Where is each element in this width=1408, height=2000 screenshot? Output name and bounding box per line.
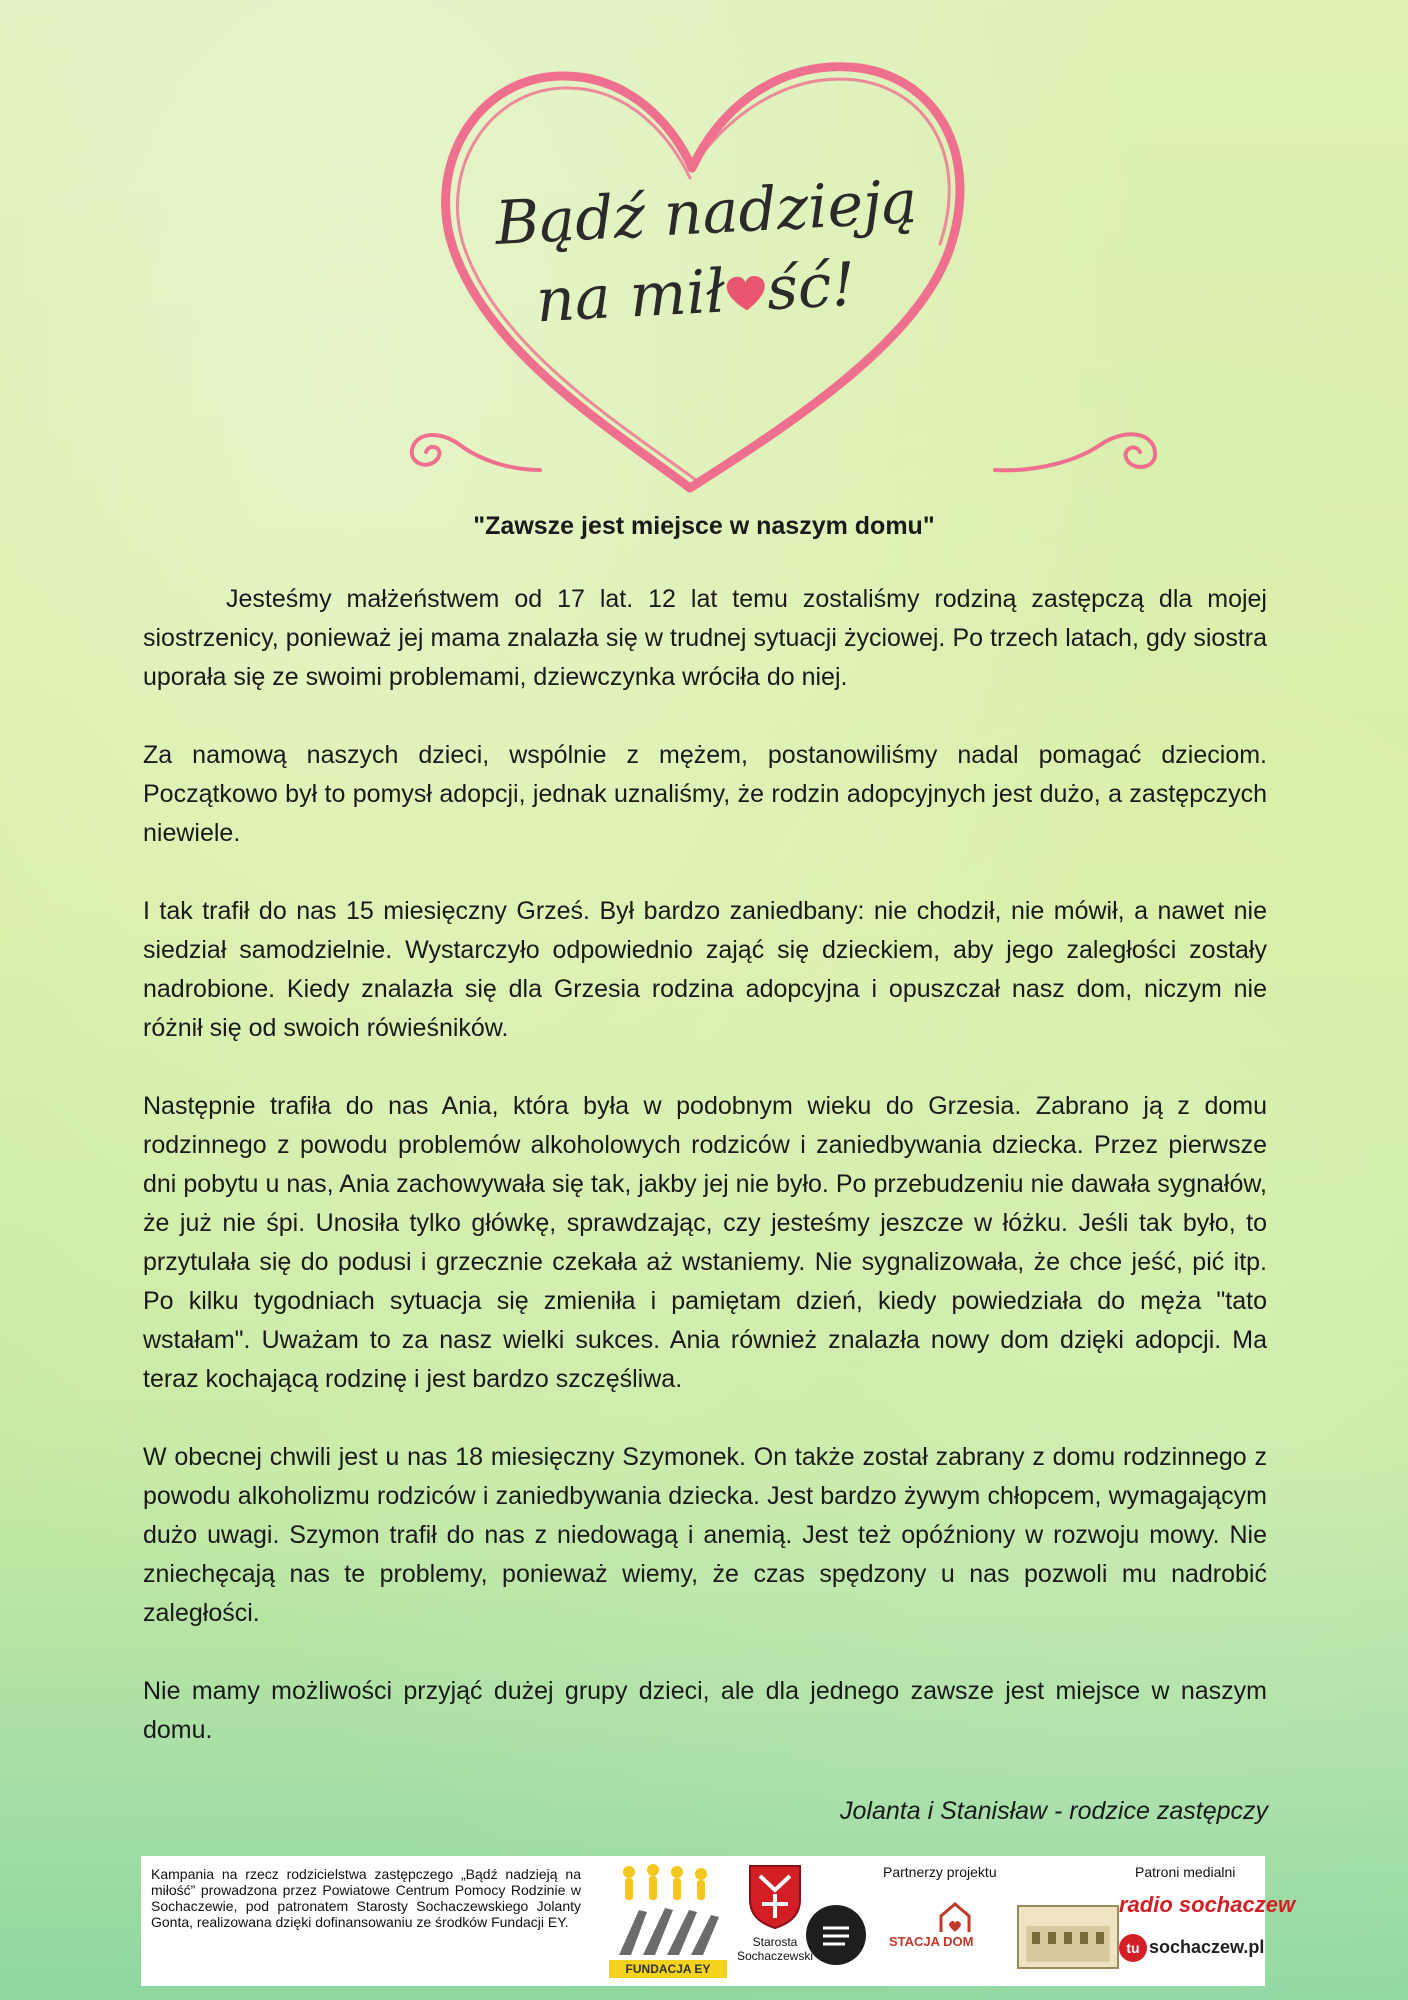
fundacja-ey-logo	[609, 1860, 727, 1978]
starosta-label-line-1: Starosta	[752, 1935, 798, 1949]
footer-panel	[141, 1856, 1296, 1986]
building-icon	[1016, 1902, 1120, 1972]
radio-sochaczew-logo	[1119, 1888, 1296, 1926]
campaign-title-part-a: na mił	[534, 256, 727, 337]
radio-sochaczew-label: radio sochaczew	[1119, 1892, 1296, 1917]
paragraph-2: Za namową naszych dzieci, wspólnie z mężem, postanowiliśmy nadal pomagać dzieciom. Początkowo był to pomysł adopcji, jednak uznaliśmy, że rodzin adopcyjnych jest dużo, a zastępczych niewiele.	[143, 741, 1267, 847]
paragraph-3: I tak trafił do nas 15 miesięczny Grześ. Był bardzo zaniedbany: nie chodził, nie mówił, a nawet nie siedział samodzielnie. Wystarczyło odpowiednio zająć się dzieckiem, aby jego zaległości zostały nadrobione. Kiedy znalazła się dla Grzesia rodzina adopcyjna i opuszczał nasz dom, niczym nie różnił się od swoich rówieśników.	[143, 897, 1267, 1042]
paragraph-6: Nie mamy możliwości przyjąć dużej grupy dzieci, ale dla jednego zawsze jest miejsce w naszym domu.	[143, 1677, 1267, 1744]
left-swirl-icon	[400, 420, 550, 490]
campaign-title-part-b: ść!	[765, 249, 858, 325]
tu-sochaczew-label: sochaczew.pl	[1149, 1937, 1265, 1957]
campaign-title-line-1: Bądź nadzieją	[493, 166, 920, 260]
tu-sochaczew-logo	[1119, 1934, 1265, 1964]
signature: Jolanta i Stanisław - rodzice zastępczy	[840, 1797, 1268, 1825]
right-swirl-icon	[985, 420, 1165, 490]
crest-icon	[748, 1864, 802, 1930]
article-body	[143, 580, 1267, 1789]
starosta-label-line-2: Sochaczewski	[736, 1949, 814, 1963]
patrons-label: Patroni medialni	[1135, 1864, 1236, 1880]
article-title: "Zawsze jest miejsce w naszym domu"	[473, 512, 935, 540]
fundacja-ey-label: FUNDACJA EY	[609, 1960, 727, 1978]
cafe-badge-icon	[805, 1904, 867, 1966]
mops-logo	[1016, 1902, 1120, 1972]
house-icon	[889, 1902, 1019, 1934]
hoskot-cafe-logo	[805, 1904, 867, 1966]
starosta-crest	[735, 1864, 815, 1982]
tu-badge: tu	[1119, 1934, 1147, 1962]
paragraph-5: W obecnej chwili jest u nas 18 miesięczny Szymonek. On także został zabrany z domu rodzinnego z powodu alkoholizmu rodziców i zaniedbywania dziecka. Jest bardzo żywym chłopcem, wymagającym dużo uwagi. Szymon trafił do nas z niedowagą i anemią. Jest też opóźniony w rozwoju mowy. Nie zniechęcają nas te problemy, ponieważ wiemy, że czas spędzony u nas pozwoli mu nadrobić zaległości.	[143, 1443, 1267, 1627]
partners-label: Partnerzy projektu	[883, 1864, 997, 1880]
paragraph-1: Jesteśmy małżeństwem od 17 lat. 12 lat temu zostaliśmy rodziną zastępczą dla mojej siostrzenicy, ponieważ jej mama znalazła się w trudnej sytuacji życiowej. Po trzech latach, gdy siostra uporała się ze swoimi problemami, dziewczynka wróciła do niej.	[143, 585, 1267, 691]
stacja-dom-label: STACJA DOM	[889, 1934, 974, 1949]
figures-icon	[609, 1860, 727, 1960]
paragraph-4: Następnie trafiła do nas Ania, która była w podobnym wieku do Grzesia. Zabrano ją z domu rodzinnego z powodu problemów alkoholowych rodziców i zaniedbywania dziecka. Przez pierwsze dni pobytu u nas, Ania zachowywała się tak, jakby jej nie było. Po przebudzeniu nie dawała sygnałów, że już nie śpi. Unosiła tylko główkę, sprawdzając, czy jesteśmy jeszcze w łóżku. Jeśli tak było, to przytulała się do podusi i grzecznie czekała aż wstaniemy. Nie sygnalizowała, że chce jeść, pić itp. Po kilku tygodniach sytuacja się zmieniła i pamiętam dzień, kiedy powiedziała do męża "tato wstałam". Uważam to za nasz wielki sukces. Ania również znalazła nowy dom dzięki adopcji. Ma teraz kochającą rodzinę i jest bardzo szczęśliwa.	[143, 1092, 1267, 1393]
campaign-description: Kampania na rzecz rodzicielstwa zastępczego „Bądź nadzieją na miłość” prowadzona przez Powiatowe Centrum Pomocy Rodzinie w Sochaczewie, pod patronatem Starosty Sochaczewskiego Jolanty Gonta, realizowana dzięki dofinansowaniu ze środków Fundacji EY.	[151, 1866, 581, 1930]
stacja-dom-logo	[889, 1902, 1019, 1962]
small-heart-icon	[724, 275, 768, 315]
